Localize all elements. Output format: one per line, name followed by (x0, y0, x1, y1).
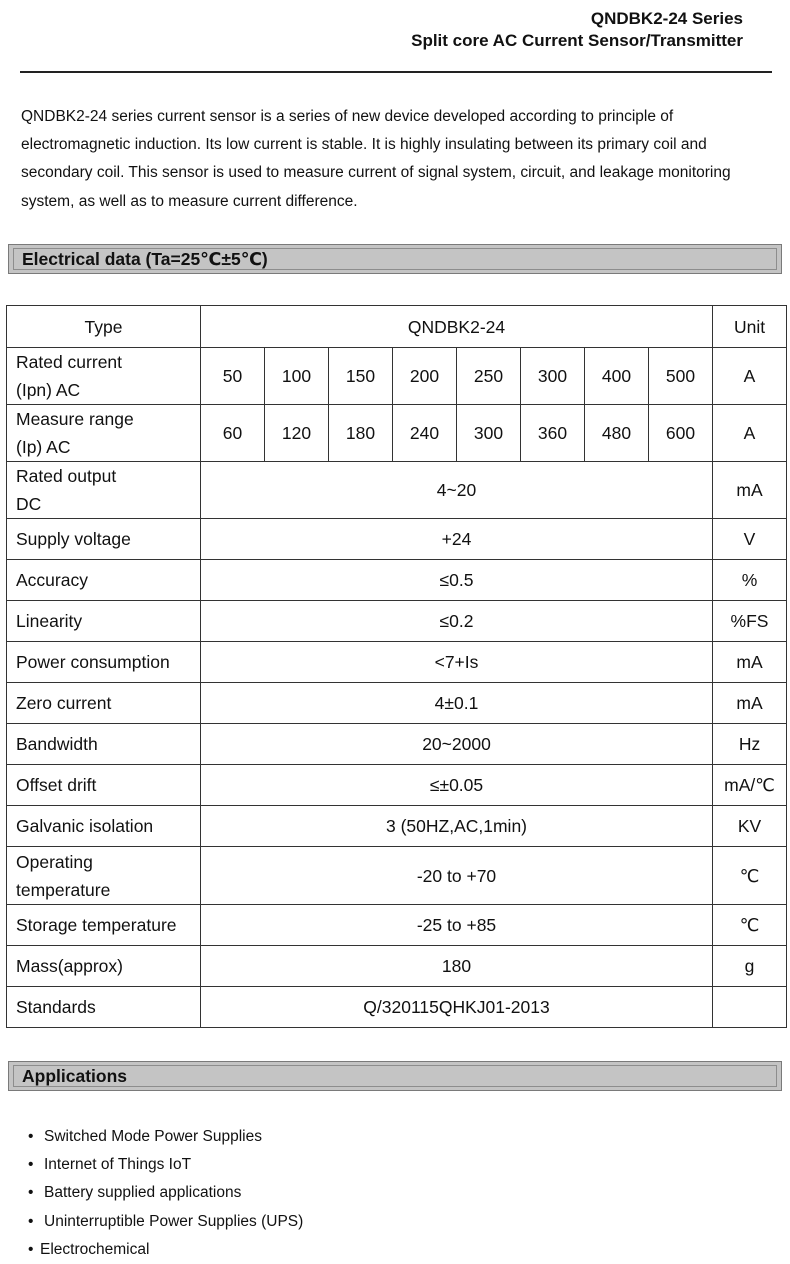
unit-header: Unit (713, 306, 787, 348)
bullet-icon: • (28, 1184, 34, 1202)
mass-unit: g (713, 946, 787, 987)
rated-current-value: 250 (457, 348, 521, 405)
bandwidth-value: 20~2000 (201, 724, 713, 765)
electrical-data-heading-bar (8, 244, 782, 274)
measure-range-value: 240 (393, 405, 457, 462)
power-consumption-value: <7+Is (201, 642, 713, 683)
bullet-icon: • (28, 1156, 34, 1174)
rated-output-value: 4~20 (201, 462, 713, 519)
measure-range-value: 180 (329, 405, 393, 462)
list-item: • Internet of Things IoT (28, 1151, 303, 1179)
standards-value: Q/320115QHKJ01-2013 (201, 987, 713, 1028)
bandwidth-unit: Hz (713, 724, 787, 765)
list-item: • Electrochemical (28, 1236, 303, 1264)
electrical-data-heading: Electrical data (Ta=25℃±5℃) (13, 248, 777, 270)
zero-current-label: Zero current (7, 683, 201, 724)
table-header-row (7, 306, 787, 348)
measure-range-value: 300 (457, 405, 521, 462)
supply-voltage-label: Supply voltage (7, 519, 201, 560)
galvanic-isolation-label: Galvanic isolation (7, 806, 201, 847)
rated-current-row (7, 348, 787, 405)
accuracy-row (7, 560, 787, 601)
intro-paragraph: QNDBK2-24 series current sensor is a series of new device developed according to principle of electromagnetic induction. Its low current is stable. It is highly insulating between its primary coil and secondary coil. This sensor is used to measure current of signal system, circuit, and leakage monitoring system, as well as to measure current difference. (21, 108, 731, 210)
zero-current-row (7, 683, 787, 724)
header-divider (20, 71, 772, 73)
galvanic-isolation-unit: KV (713, 806, 787, 847)
rated-current-value: 100 (265, 348, 329, 405)
product-subtitle: Split core AC Current Sensor/Transmitter (411, 31, 743, 50)
measure-range-value: 480 (585, 405, 649, 462)
measure-range-row (7, 405, 787, 462)
linearity-unit: %FS (713, 601, 787, 642)
rated-output-label: Rated output DC (7, 462, 201, 519)
storage-temperature-unit: ℃ (713, 905, 787, 946)
operating-temperature-value: -20 to +70 (201, 847, 713, 905)
list-item: • Switched Mode Power Supplies (28, 1123, 303, 1151)
type-header: Type (7, 306, 201, 348)
mass-row (7, 946, 787, 987)
mass-value: 180 (201, 946, 713, 987)
rated-current-value: 150 (329, 348, 393, 405)
accuracy-unit: % (713, 560, 787, 601)
offset-drift-label: Offset drift (7, 765, 201, 806)
storage-temperature-value: -25 to +85 (201, 905, 713, 946)
operating-temperature-label: Operating temperature (7, 847, 201, 905)
model-header: QNDBK2-24 (201, 306, 713, 348)
rated-output-row (7, 462, 787, 519)
rated-output-unit: mA (713, 462, 787, 519)
measure-range-value: 60 (201, 405, 265, 462)
electrical-data-table (6, 305, 787, 1028)
linearity-row (7, 601, 787, 642)
supply-voltage-value: +24 (201, 519, 713, 560)
applications-list (28, 1123, 303, 1264)
document-header (411, 8, 743, 52)
rated-current-label: Rated current (Ipn) AC (7, 348, 201, 405)
measure-range-value: 120 (265, 405, 329, 462)
linearity-label: Linearity (7, 601, 201, 642)
list-item: • Uninterruptible Power Supplies (UPS) (28, 1208, 303, 1236)
applications-heading: Applications (13, 1065, 777, 1087)
linearity-value: ≤0.2 (201, 601, 713, 642)
power-consumption-row (7, 642, 787, 683)
accuracy-value: ≤0.5 (201, 560, 713, 601)
applications-heading-bar (8, 1061, 782, 1091)
power-consumption-unit: mA (713, 642, 787, 683)
operating-temperature-row (7, 847, 787, 905)
measure-range-unit: A (713, 405, 787, 462)
accuracy-label: Accuracy (7, 560, 201, 601)
zero-current-unit: mA (713, 683, 787, 724)
standards-row (7, 987, 787, 1028)
offset-drift-row (7, 765, 787, 806)
supply-voltage-row (7, 519, 787, 560)
rated-current-value: 200 (393, 348, 457, 405)
rated-current-unit: A (713, 348, 787, 405)
mass-label: Mass(approx) (7, 946, 201, 987)
bullet-icon: • (28, 1240, 34, 1258)
bandwidth-label: Bandwidth (7, 724, 201, 765)
measure-range-value: 360 (521, 405, 585, 462)
zero-current-value: 4±0.1 (201, 683, 713, 724)
offset-drift-value: ≤±0.05 (201, 765, 713, 806)
storage-temperature-row (7, 905, 787, 946)
standards-label: Standards (7, 987, 201, 1028)
list-item: • Battery supplied applications (28, 1179, 303, 1207)
series-title: QNDBK2-24 Series (590, 9, 743, 28)
bullet-icon: • (28, 1212, 34, 1230)
rated-current-value: 50 (201, 348, 265, 405)
galvanic-isolation-value: 3 (50HZ,AC,1min) (201, 806, 713, 847)
offset-drift-unit: mA/℃ (713, 765, 787, 806)
supply-voltage-unit: V (713, 519, 787, 560)
operating-temperature-unit: ℃ (713, 847, 787, 905)
rated-current-value: 400 (585, 348, 649, 405)
bullet-icon: • (28, 1128, 34, 1145)
rated-current-value: 300 (521, 348, 585, 405)
galvanic-isolation-row (7, 806, 787, 847)
rated-current-value: 500 (649, 348, 713, 405)
standards-unit (713, 987, 787, 1028)
measure-range-label: Measure range (Ip) AC (7, 405, 201, 462)
storage-temperature-label: Storage temperature (7, 905, 201, 946)
measure-range-value: 600 (649, 405, 713, 462)
bandwidth-row (7, 724, 787, 765)
power-consumption-label: Power consumption (7, 642, 201, 683)
